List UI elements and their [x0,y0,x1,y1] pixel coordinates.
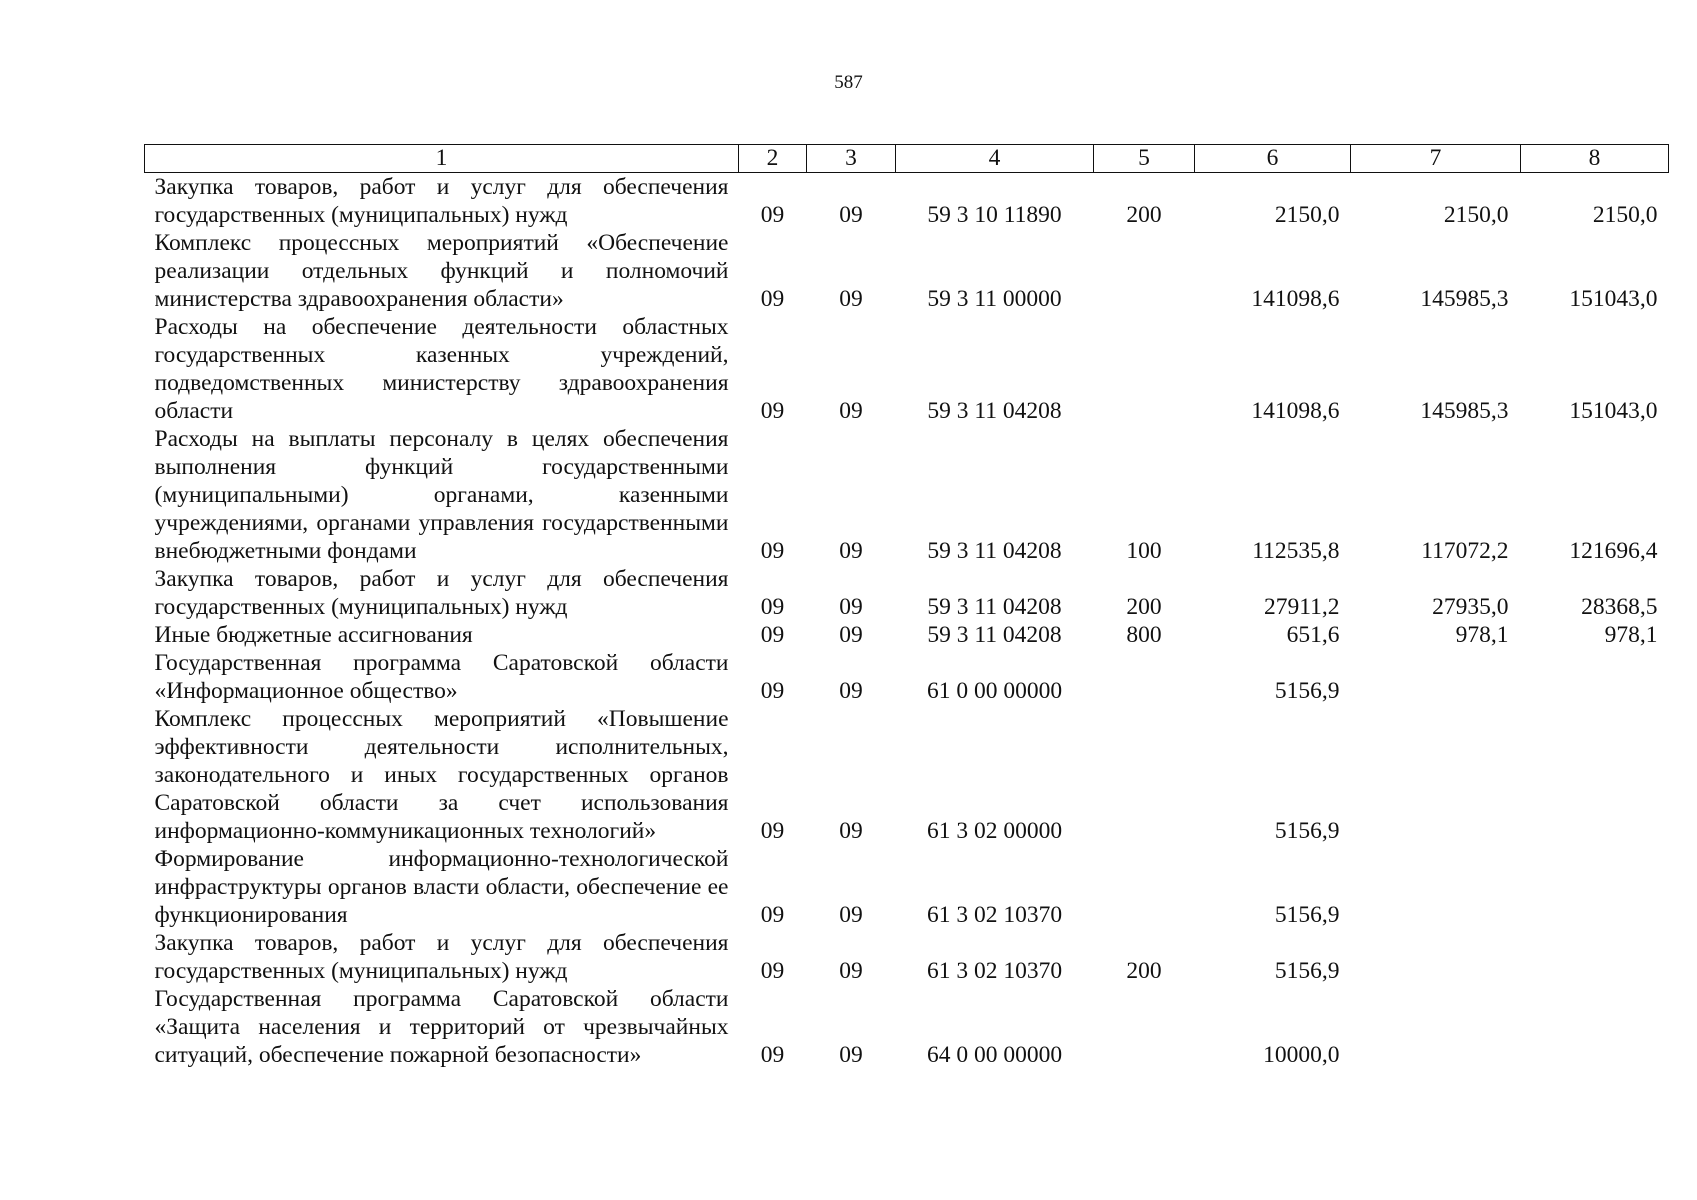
table-row [145,173,1669,230]
amount-col7-cell [1351,705,1521,845]
table-row [145,565,1669,621]
target-article-cell: 59 3 11 04208 [927,538,1062,564]
amount-col6-cell: 112535,8 [1252,538,1340,564]
amount-col7-cell [1351,845,1521,929]
section-code-cell: 09 [760,594,785,620]
expense-type-cell [1094,705,1195,845]
expense-type-cell [1094,985,1195,1069]
expense-type-cell: 100 [1126,538,1162,564]
subsection-code-cell: 09 [839,286,863,312]
amount-col6-cell: 5156,9 [1274,678,1340,704]
amount-col7-cell: 145985,3 [1420,398,1509,424]
target-article-cell: 61 3 02 10370 [926,958,1063,984]
expense-name-cell: Комплекс процессных мероприятий «Повышение эффективности деятельности исполнительных, законодательного и иных государственных органов Саратовской области за счет использования информационно-коммуникационных технологий» [154,706,729,844]
target-article-cell: 59 3 11 00000 [927,286,1062,312]
amount-col6-cell: 651,6 [1286,622,1340,648]
amount-col6-cell: 141098,6 [1251,286,1340,312]
target-article-cell: 61 3 02 00000 [926,818,1063,844]
amount-col8-cell [1521,705,1669,845]
amount-col6-cell: 5156,9 [1274,902,1340,928]
section-code-cell: 09 [760,1042,785,1068]
column-header-2: 2 [739,145,807,173]
expense-name-cell: Закупка товаров, работ и услуг для обеспечения государственных (муниципальных) нужд [154,174,729,228]
amount-col8-cell: 151043,0 [1569,286,1658,312]
target-article-cell: 59 3 11 04208 [927,398,1062,424]
table-body [145,173,1669,1070]
subsection-code-cell: 09 [839,958,863,984]
table-row [145,929,1669,985]
section-code-cell: 09 [760,818,785,844]
target-article-cell: 61 3 02 10370 [926,902,1063,928]
column-header-3: 3 [807,145,896,173]
amount-col8-cell: 28368,5 [1581,594,1658,620]
expense-name-cell: Государственная программа Саратовской области «Защита населения и территорий от чрезвычайных ситуаций, обеспечение пожарной безопасности» [154,986,729,1068]
target-article-cell: 61 0 00 00000 [926,678,1063,704]
expense-name-cell: Расходы на выплаты персоналу в целях обеспечения выполнения функций государственными (муниципальными) органами, казенными учреждениями, органами управления государственными внебюджетными фондами [154,426,729,564]
table-row [145,425,1669,565]
table-row [145,649,1669,705]
section-code-cell: 09 [760,286,785,312]
section-code-cell: 09 [760,902,785,928]
amount-col7-cell [1351,985,1521,1069]
amount-col6-cell: 5156,9 [1274,818,1340,844]
table-row [145,229,1669,313]
target-article-cell: 59 3 10 11890 [927,202,1062,228]
target-article-cell: 59 3 11 04208 [927,594,1062,620]
column-header-8: 8 [1521,145,1669,173]
subsection-code-cell: 09 [839,1042,863,1068]
amount-col8-cell [1521,845,1669,929]
table-row [145,845,1669,929]
subsection-code-cell: 09 [839,622,863,648]
amount-col6-cell: 141098,6 [1251,398,1340,424]
section-code-cell: 09 [760,622,785,648]
table-row [145,985,1669,1069]
subsection-code-cell: 09 [839,678,863,704]
expense-name-cell: Расходы на обеспечение деятельности областных государственных казенных учреждений, подведомственных министерству здравоохранения области [154,314,729,424]
amount-col7-cell: 27935,0 [1432,594,1509,620]
amount-col6-cell: 10000,0 [1263,1042,1340,1068]
column-header-1: 1 [145,145,739,173]
amount-col8-cell: 978,1 [1604,622,1658,648]
budget-table [144,144,1669,1069]
column-header-6: 6 [1195,145,1351,173]
section-code-cell: 09 [760,202,785,228]
expense-type-cell: 200 [1126,958,1162,984]
subsection-code-cell: 09 [839,902,863,928]
amount-col7-cell [1351,649,1521,705]
amount-col8-cell: 2150,0 [1592,202,1658,228]
amount-col6-cell: 2150,0 [1274,202,1340,228]
amount-col7-cell: 978,1 [1455,622,1509,648]
expense-name-cell: Государственная программа Саратовской области «Информационное общество» [154,650,729,704]
subsection-code-cell: 09 [839,202,863,228]
section-code-cell: 09 [760,958,785,984]
subsection-code-cell: 09 [839,818,863,844]
amount-col8-cell [1521,985,1669,1069]
section-code-cell: 09 [760,398,785,424]
subsection-code-cell: 09 [839,398,863,424]
amount-col7-cell [1351,929,1521,985]
column-header-4: 4 [896,145,1094,173]
section-code-cell: 09 [760,538,785,564]
expense-name-cell: Иные бюджетные ассигнования [154,622,473,648]
amount-col6-cell: 5156,9 [1274,958,1340,984]
amount-col8-cell: 151043,0 [1569,398,1658,424]
expense-name-cell: Закупка товаров, работ и услуг для обеспечения государственных (муниципальных) нужд [154,930,729,984]
amount-col8-cell: 121696,4 [1569,538,1658,564]
subsection-code-cell: 09 [839,538,863,564]
table-row [145,705,1669,845]
header-row [145,145,1669,173]
amount-col8-cell [1521,649,1669,705]
amount-col7-cell: 145985,3 [1420,286,1509,312]
column-header-5: 5 [1094,145,1195,173]
section-code-cell: 09 [760,678,785,704]
amount-col7-cell: 2150,0 [1443,202,1509,228]
target-article-cell: 64 0 00 00000 [926,1042,1063,1068]
expense-type-cell: 200 [1126,202,1162,228]
amount-col7-cell: 117072,2 [1421,538,1509,564]
table-row [145,621,1669,649]
target-article-cell: 59 3 11 04208 [927,622,1062,648]
expense-name-cell: Комплекс процессных мероприятий «Обеспечение реализации отдельных функций и полномочий министерства здравоохранения области» [154,230,729,312]
amount-col8-cell [1521,929,1669,985]
expense-type-cell [1094,229,1195,313]
table-row [145,313,1669,425]
column-header-7: 7 [1351,145,1521,173]
expense-type-cell: 800 [1126,622,1162,648]
subsection-code-cell: 09 [839,594,863,620]
amount-col6-cell: 27911,2 [1263,594,1340,620]
expense-type-cell [1094,845,1195,929]
page-number: 587 [834,72,863,93]
expense-type-cell [1094,649,1195,705]
expense-name-cell: Закупка товаров, работ и услуг для обеспечения государственных (муниципальных) нужд [154,566,729,620]
expense-name-cell: Формирование информационно-технологической инфраструктуры органов власти области, обеспечение ее функционирования [154,846,729,928]
expense-type-cell: 200 [1126,594,1162,620]
expense-type-cell [1094,313,1195,425]
